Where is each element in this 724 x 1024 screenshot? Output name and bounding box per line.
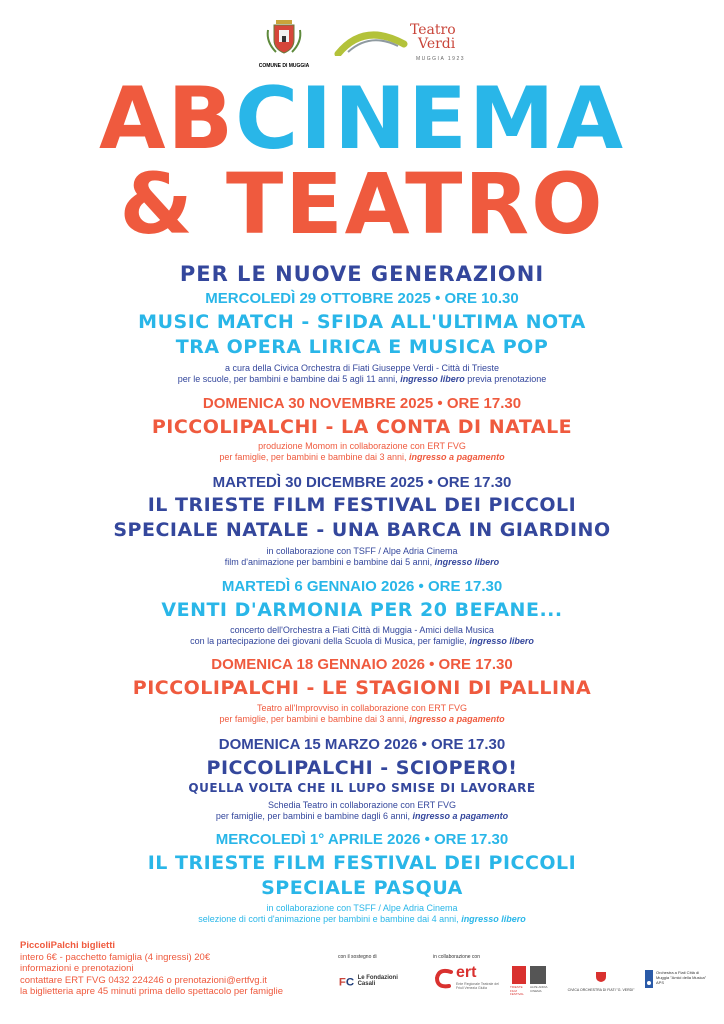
support-label: con il sostegno di (338, 954, 377, 960)
comune-logo (258, 16, 310, 69)
tickets-title: PiccoliPalchi biglietti (20, 940, 116, 951)
muggia-orchestra-label: Orchestra a Fiati Città di Muggia "Amici della Musica" APS (656, 970, 707, 985)
event-7-title-1: IL TRIESTE FILM FESTIVAL DEI PICCOLI (147, 852, 577, 874)
event-4-desc-1: concerto dell'Orchestra a Fiati Città di Muggia - Amici della Musica (230, 625, 494, 635)
headline-cinema: CINEMA (235, 69, 626, 169)
event-7-date: MERCOLEDÌ 1° APRILE 2026 • ORE 17.30 (215, 831, 509, 848)
teatro-line2: Verdi (418, 36, 456, 52)
collab-label: in collaborazione con (433, 954, 480, 960)
event-7-desc-2 (0, 914, 724, 925)
event-6-title-1: PICCOLIPALCHI - SCIOPERO! (206, 757, 518, 779)
event-7-entry: ingresso libero (461, 914, 526, 924)
teatro-line1: Teatro (410, 22, 456, 38)
event-1-title-1: MUSIC MATCH - SFIDA ALL'ULTIMA NOTA (138, 311, 586, 333)
event-3-date: MARTEDÌ 30 DICEMBRE 2025 • ORE 17.30 (212, 474, 512, 491)
ert-logo (433, 964, 503, 994)
event-2-desc-1: produzione Momom in collaborazione con ERT FVG (258, 441, 466, 451)
event-3-audience: film d'animazione per bambini e bambine dai 5 anni, (224, 557, 433, 567)
event-2-title-1: PICCOLIPALCHI - LA CONTA DI NATALE (151, 416, 573, 438)
alpe-mark (530, 966, 546, 984)
coat-of-arms-icon (258, 16, 310, 56)
shield-icon (595, 971, 607, 983)
event-4-date: MARTEDÌ 6 GENNAIO 2026 • ORE 17.30 (221, 578, 503, 595)
event-1-audience: per le scuole, per bambini e bambine dai 5 agli 11 anni, (177, 374, 398, 384)
tsff-logo (510, 966, 560, 996)
event-5-desc-2 (0, 714, 724, 725)
event-5-entry: ingresso a pagamento (409, 714, 505, 724)
event-6-title-2: QUELLA VOLTA CHE IL LUPO SMISE DI LAVORARE (188, 781, 536, 795)
event-1-entry: ingresso libero (400, 374, 465, 384)
event-5-audience: per famiglie, per bambini e bambine dai 3 anni, (219, 714, 407, 724)
music-note-icon (644, 970, 654, 988)
tickets-info-label: informazioni e prenotazioni (20, 963, 134, 974)
teatro-line3: MUGGIA 1923 (416, 56, 466, 62)
tsff-mark (512, 966, 526, 984)
event-3-desc-2 (0, 557, 724, 568)
event-5-title-1: PICCOLIPALCHI - LE STAGIONI DI PALLINA (132, 677, 592, 699)
muggia-orchestra-logo (644, 966, 710, 996)
comune-label: COMUNE DI MUGGIA (258, 63, 310, 69)
event-6-date: DOMENICA 15 MARZO 2026 • ORE 17.30 (218, 736, 506, 753)
tsff-label: TRIESTE FILM FESTIVAL (510, 985, 524, 996)
headline-line1 (0, 69, 724, 169)
event-6-desc-1: Schedia Teatro in collaborazione con ERT FVG (267, 800, 457, 810)
tickets-contact: contattare ERT FVG 0432 224246 o prenotazioni@ertfvg.it (20, 974, 267, 986)
event-4-entry: ingresso libero (469, 636, 534, 646)
event-2-entry: ingresso a pagamento (409, 452, 505, 462)
event-3-title-1: IL TRIESTE FILM FESTIVAL DEI PICCOLI (147, 494, 577, 516)
fondazioni-logo (338, 968, 410, 994)
event-2-date: DOMENICA 30 NOVEMBRE 2025 • ORE 17.30 (202, 395, 522, 412)
event-6-entry: ingresso a pagamento (412, 811, 509, 821)
alpe-label: ALPE ADRIA CINEMA (530, 985, 548, 993)
tagline: PER LE NUOVE GENERAZIONI (179, 262, 545, 286)
event-4-desc-2 (0, 636, 724, 647)
event-1-note: previa prenotazione (467, 374, 547, 384)
headline-line2: & TEATRO (119, 155, 605, 253)
event-5-date: DOMENICA 18 GENNAIO 2026 • ORE 17.30 (211, 656, 513, 673)
event-1-desc-2 (0, 374, 724, 385)
event-7-desc-1: in collaborazione con TSFF / Alpe Adria Cinema (266, 903, 458, 913)
event-2-audience: per famiglie, per bambini e bambine dai 3 anni, (219, 452, 407, 462)
teatro-verdi-logo (334, 20, 474, 68)
event-1-title-2: TRA OPERA LIRICA E MUSICA POP (175, 336, 549, 358)
tickets-info (20, 940, 330, 998)
event-4-audience: con la partecipazione dei giovani della Scuola di Musica, per famiglie, (190, 636, 467, 646)
tickets-box-office: la biglietteria apre 45 minuti prima dello spettacolo per famiglie (20, 986, 283, 997)
event-6-audience: per famiglie, per bambini e bambine dagli 6 anni, (215, 811, 411, 821)
event-7-title-2: SPECIALE PASQUA (261, 877, 463, 899)
ert-label: ert (456, 964, 477, 981)
arch-icon (334, 26, 408, 56)
svg-text:F: F (338, 976, 346, 989)
event-3-desc-1: in collaborazione con TSFF / Alpe Adria Cinema (266, 546, 458, 556)
tickets-prices: intero 6€ - pacchetto famiglia (4 ingressi) 20€ (20, 951, 211, 963)
event-3-entry: ingresso libero (434, 557, 500, 567)
civica-orchestra-logo (566, 970, 636, 996)
event-5-desc-1: Teatro all'Improvviso in collaborazione con ERT FVG (257, 703, 467, 713)
event-1-desc-1: a cura della Civica Orchestra di Fiati Giuseppe Verdi - Città di Trieste (224, 363, 500, 373)
svg-text:C: C (345, 976, 355, 989)
event-7-audience: selezione di corti d'animazione per bambini e bambine dai 4 anni, (198, 914, 459, 924)
event-4-title-1: VENTI D'ARMONIA PER 20 BEFANE... (161, 599, 563, 621)
event-2-desc-2 (0, 452, 724, 463)
event-3-title-2: SPECIALE NATALE - UNA BARCA IN GIARDINO (113, 519, 611, 541)
event-1-date: MERCOLEDÌ 29 OTTOBRE 2025 • ORE 10.30 (205, 290, 519, 307)
headline-ab: AB (98, 69, 236, 169)
event-6-desc-2 (0, 811, 724, 822)
ert-swirl-icon (433, 966, 455, 990)
fondazioni-label: Le Fondazioni Casali (357, 975, 398, 987)
civica-orchestra-label: CIVICA ORCHESTRA DI FIATI "G. VERDI" (567, 988, 635, 992)
fc-icon (338, 971, 356, 991)
ert-sub-label: Ente Regionale Teatrale del Friuli Venezia Giulia (456, 982, 499, 990)
